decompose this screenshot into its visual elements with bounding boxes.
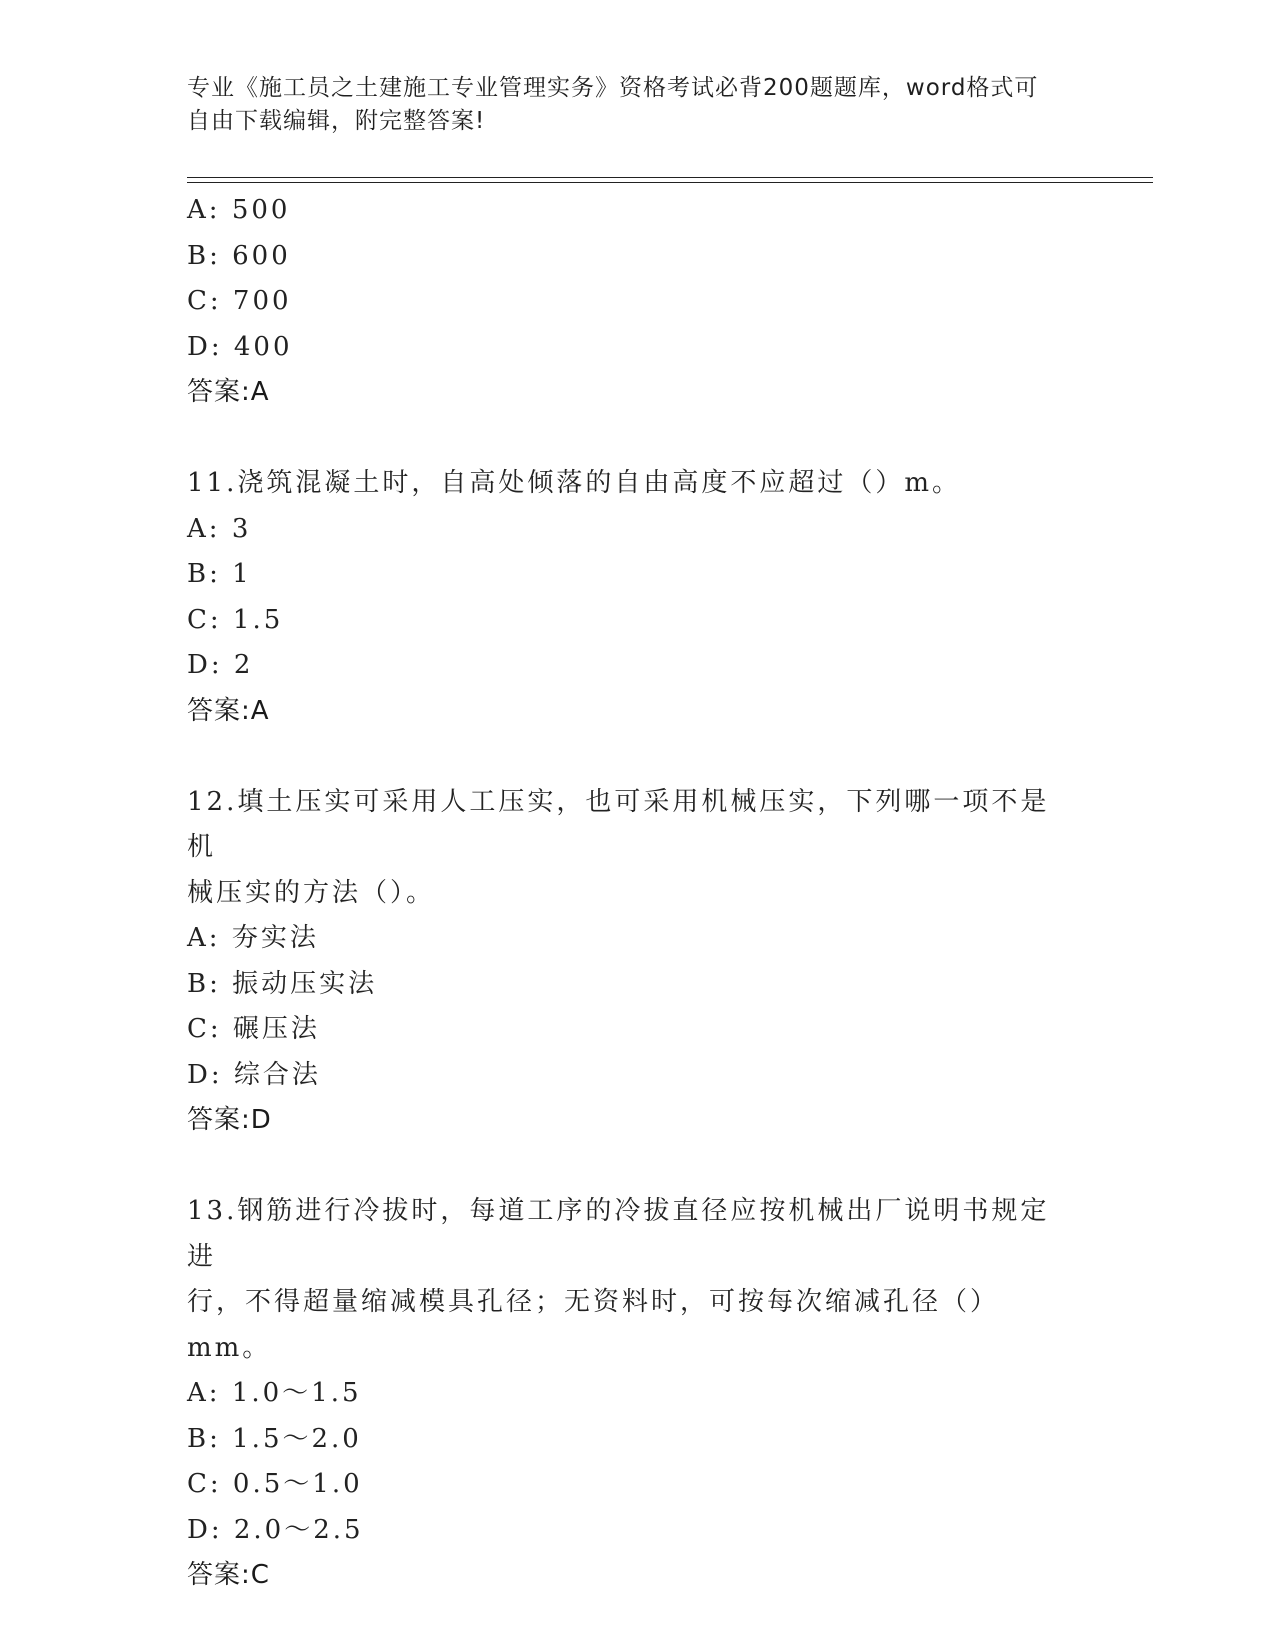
question-13	[187, 1189, 1087, 1599]
option-c: C: 0.5～1.0	[187, 1469, 363, 1499]
option-c: C: 700	[187, 286, 292, 316]
answer-line: 答案:D	[187, 1105, 272, 1135]
option-d: D: 2.0～2.5	[187, 1514, 364, 1545]
header-title-line-2: 自由下载编辑，附完整答案!	[187, 108, 486, 134]
spacer	[187, 734, 1087, 780]
spacer	[187, 416, 1087, 462]
option-b: B: 1	[187, 559, 252, 589]
answer-line: 答案:A	[187, 695, 270, 726]
question-12	[187, 780, 1087, 1144]
header-title-line-1: 专业《施工员之土建施工专业管理实务》资格考试必背200题题库，word格式可	[187, 75, 1039, 101]
answer-line: 答案:C	[187, 1560, 270, 1590]
option-d: D: 2	[187, 650, 254, 680]
answer-line: 答案:A	[187, 377, 270, 407]
option-c: C: 1.5	[187, 604, 284, 635]
option-a: A: 500	[187, 195, 291, 225]
option-b: B: 1.5～2.0	[187, 1423, 362, 1454]
option-d: D: 综合法	[187, 1059, 321, 1090]
header-divider-bottom	[187, 182, 1153, 183]
question-stem: 12.填土压实可采用人工压实，也可采用机械压实，下列哪一项不是机 械压实的方法（）。	[187, 786, 1050, 908]
question-11	[187, 461, 1087, 734]
option-b: B: 600	[187, 240, 291, 271]
option-b: B: 振动压实法	[187, 968, 378, 999]
carryover-question	[187, 188, 1087, 416]
option-a: A: 夯实法	[187, 923, 319, 953]
option-c: C: 碾压法	[187, 1014, 320, 1044]
question-stem: 13.钢筋进行冷拔时，每道工序的冷拔直径应按机械出厂说明书规定进 行，不得超量缩减模具孔径；无资料时，可按每次缩减孔径（）mm。	[187, 1196, 1050, 1363]
question-stem: 11.浇筑混凝土时，自高处倾落的自由高度不应超过（）m。	[187, 468, 962, 498]
page-header	[187, 72, 1067, 138]
option-a: A: 3	[187, 513, 252, 544]
option-d: D: 400	[187, 331, 293, 362]
spacer	[187, 1144, 1087, 1190]
question-list	[187, 188, 1087, 1599]
option-a: A: 1.0～1.5	[187, 1378, 362, 1408]
header-divider-top	[187, 177, 1153, 178]
